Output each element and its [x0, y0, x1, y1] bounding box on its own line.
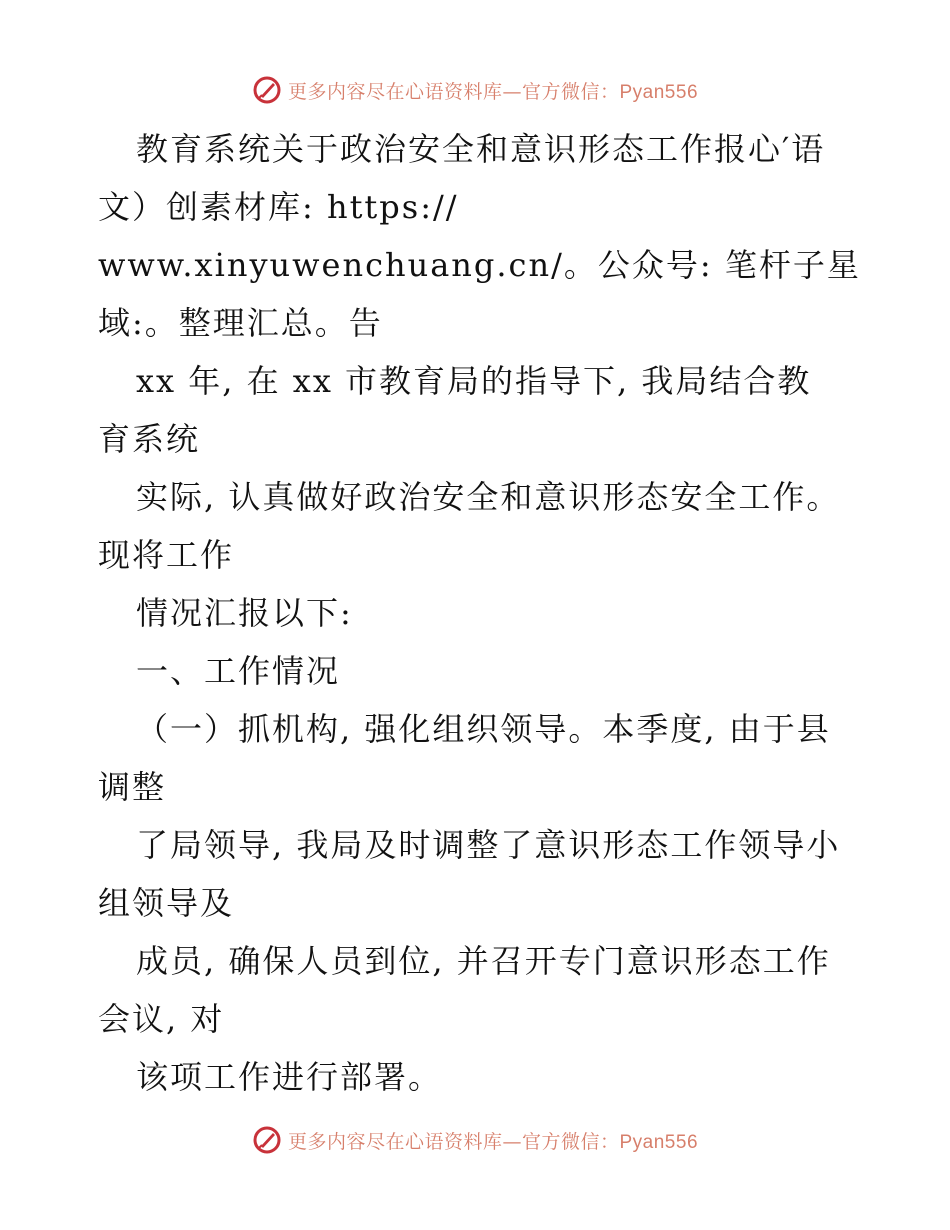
- doc-line: 情况汇报以下:: [136, 594, 353, 632]
- section-heading: 一、工作情况: [136, 652, 341, 690]
- footer-banner-text: 更多内容尽在心语资料库—官方微信：Pyan556: [287, 1130, 699, 1153]
- doc-line: 会议, 对: [98, 1000, 225, 1038]
- doc-line: 文）创素材库: https://: [98, 188, 459, 226]
- doc-line: 调整: [98, 768, 167, 806]
- doc-line: （一）抓机构, 强化组织领导。本季度, 由于县: [136, 710, 831, 748]
- doc-line: 域:。整理汇总。告: [98, 304, 383, 342]
- doc-line: 该项工作进行部署。: [136, 1058, 443, 1096]
- quill-pen-logo-icon: [252, 75, 282, 105]
- doc-line: 成员, 确保人员到位, 并召开专门意识形态工作: [136, 942, 831, 980]
- doc-line: 教育系统关于政治安全和意识形态工作报心′语: [136, 130, 826, 168]
- doc-line: xx 年, 在 xx 市教育局的指导下, 我局结合教: [136, 362, 812, 400]
- doc-line: 了局领导, 我局及时调整了意识形态工作领导小: [136, 826, 841, 864]
- doc-line: 实际, 认真做好政治安全和意识形态安全工作。: [136, 478, 841, 516]
- document-body: [98, 120, 861, 1106]
- doc-line: 组领导及: [98, 884, 235, 922]
- doc-line: 现将工作: [98, 536, 235, 574]
- doc-line: 育系统: [98, 420, 201, 458]
- header-banner-text: 更多内容尽在心语资料库—官方微信：Pyan556: [287, 80, 699, 103]
- footer-banner: [0, 1120, 950, 1160]
- header-banner: [0, 70, 950, 110]
- quill-pen-logo-icon: [252, 1125, 282, 1155]
- doc-line: www.xinyuwenchuang.cn/。公众号: 笔杆子星: [98, 246, 861, 284]
